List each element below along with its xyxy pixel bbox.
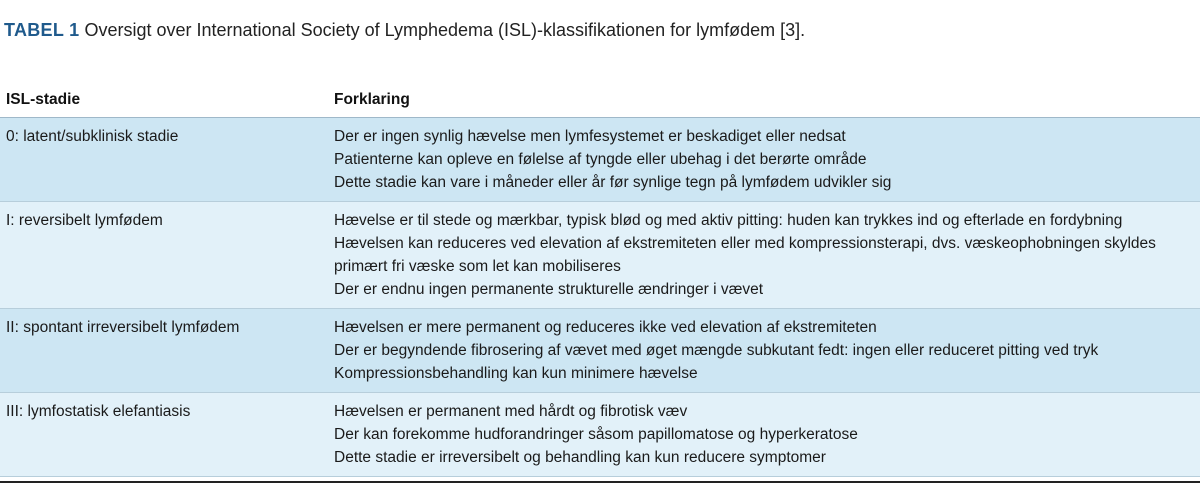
explanation-line: Hævelsen er mere permanent og reduceres ikke ved elevation af ekstremiteten: [334, 319, 877, 336]
table-row: [0, 393, 1200, 477]
stage-cell: 0: latent/subklinisk stadie: [6, 128, 179, 145]
table-body: [0, 118, 1200, 477]
explanation-line: Hævelsen kan reduceres ved elevation af ekstremiteten eller med kompressionsterapi, dvs. væskeophobningen skyldes primært fri væske som let kan mobiliseres: [334, 235, 1156, 275]
bottom-rule: [0, 481, 1200, 483]
header-row: [0, 82, 1200, 118]
explanation-line: Patienterne kan opleve en følelse af tyngde eller ubehag i det berørte område: [334, 151, 867, 168]
explanation-cell: [318, 393, 1200, 477]
table-row: [0, 309, 1200, 393]
explanation-line: Der er endnu ingen permanente strukturelle ændringer i vævet: [334, 281, 764, 298]
table-header: [0, 82, 1200, 118]
explanation-line: Dette stadie er irreversibelt og behandling kan kun reducere symptomer: [334, 449, 826, 466]
explanation-line: Der kan forekomme hudforandringer såsom papillomatose og hyperkeratose: [334, 426, 858, 443]
explanation-cell: [318, 202, 1200, 309]
stage-cell: II: spontant irreversibelt lymfødem: [6, 319, 240, 336]
caption-text: Oversigt over International Society of Lymphedema (ISL)-klassifikationen for lymfødem [3].: [84, 20, 806, 40]
caption-label: TABEL 1: [4, 20, 80, 40]
stage-cell: III: lymfostatisk elefantiasis: [6, 403, 191, 420]
isl-classification-table: [0, 82, 1200, 477]
table-caption: [4, 18, 824, 42]
explanation-line: Kompressionsbehandling kan kun minimere hævelse: [334, 365, 698, 382]
explanation-line: Dette stadie kan vare i måneder eller år før synlige tegn på lymfødem udvikler sig: [334, 174, 892, 191]
table-row: [0, 118, 1200, 202]
isl-table-container: [0, 82, 1200, 477]
explanation-line: Hævelsen er permanent med hårdt og fibrotisk væv: [334, 403, 688, 420]
explanation-line: Der er ingen synlig hævelse men lymfesystemet er beskadiget eller nedsat: [334, 128, 846, 145]
explanation-line: Der er begyndende fibrosering af vævet med øget mængde subkutant fedt: ingen eller reduceret pitting ved tryk: [334, 342, 1099, 359]
stage-cell: I: reversibelt lymfødem: [6, 212, 163, 229]
table-row: [0, 202, 1200, 309]
explanation-cell: [318, 118, 1200, 202]
explanation-line: Hævelse er til stede og mærkbar, typisk blød og med aktiv pitting: huden kan trykkes ind og efterlade en fordybning: [334, 212, 1123, 229]
explanation-cell: [318, 309, 1200, 393]
header-isl-stage: ISL-stadie: [6, 91, 81, 108]
header-explanation: Forklaring: [334, 91, 410, 108]
